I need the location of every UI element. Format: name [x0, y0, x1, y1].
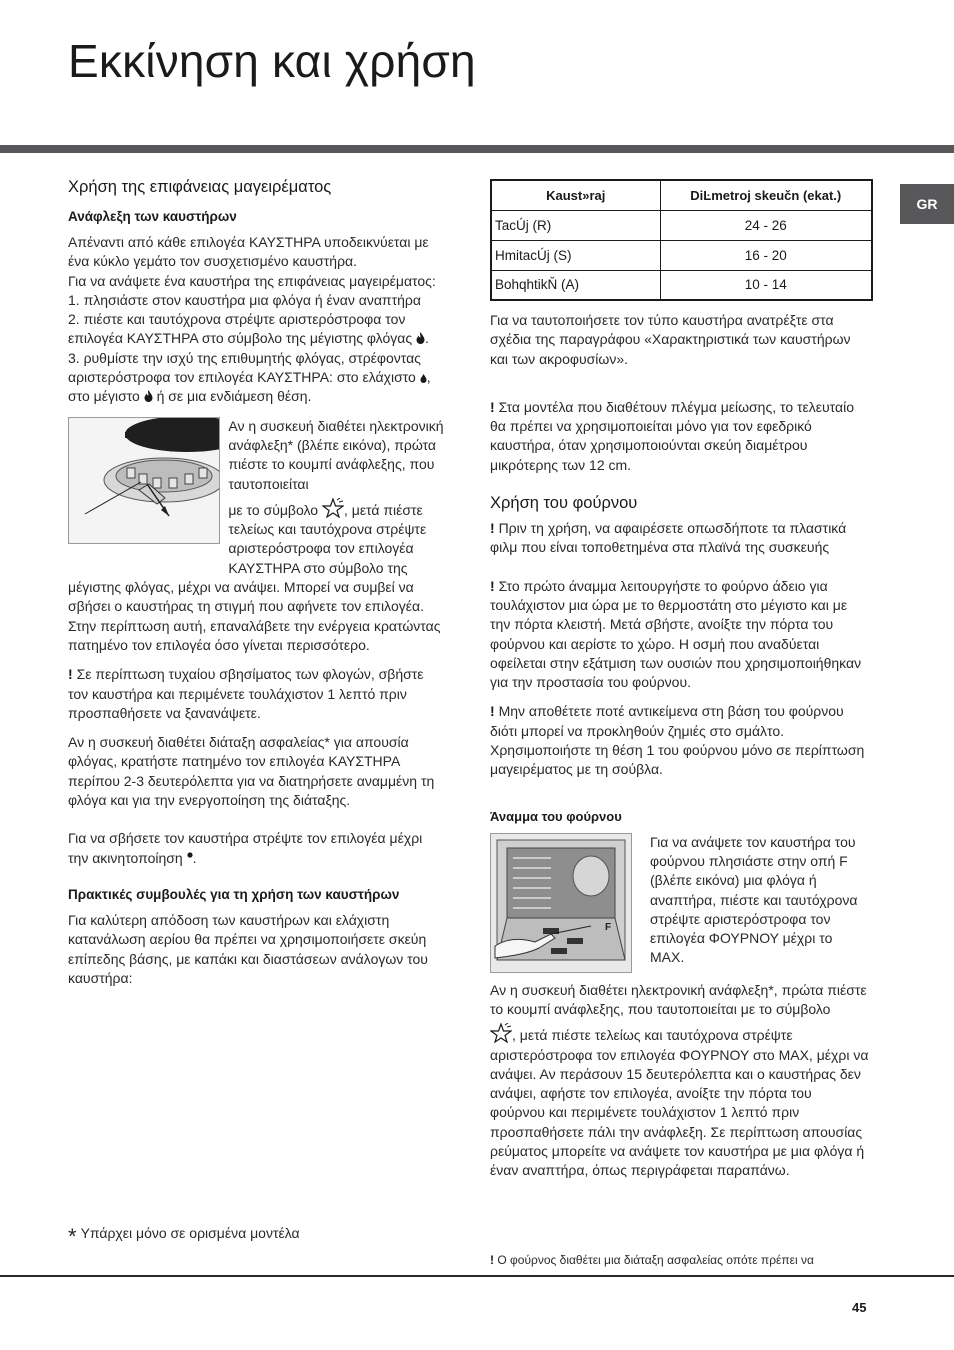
max-flame-icon: [144, 390, 153, 402]
electronic-ignition-continued: μέγιστης φλόγας, μέχρι να ανάψει. Μπορεί να συμβεί να σβήσει ο καυστήρας τη στιγμή που αφήνετε τον επιλογέα. Στην περίπτωση αυτή, επαναλάβετε την ενέργεια κρατώντας πατημένο τον επιλογέα όσο γίνεται περισσότερο.: [68, 579, 441, 653]
table-cell: 24 - 26: [660, 210, 872, 240]
table-note: Για να ταυτοποιήσετε τον τύπο καυστήρα ανατρέξτε στα σχέδια της παραγράφου «Χαρακτηριστικά των καυστήρων και των ακροφυσίων».: [490, 312, 851, 367]
hob-heading: Χρήση της επιφάνειας μαγειρέματος: [68, 178, 332, 196]
oven-lighting-block: [490, 833, 870, 973]
oven-lighting-heading: Άναμμα του φούρνου: [490, 808, 622, 824]
table-row: [491, 210, 872, 240]
table-cell: HmitacÚj (S): [491, 240, 660, 270]
ignition-star-icon: [322, 498, 344, 518]
burner-illustration: [69, 418, 220, 544]
tips-text: Για καλύτερη απόδοση των καυστήρων και ελάχιστη κατανάλωση αερίου θα πρέπει να χρησιμοποιήσετε σκεύη επίπεδης βάσης, με καπάκι και διαστάσεων ανάλογων του καυστήρα:: [68, 911, 428, 986]
oven-electronic-ignition: Αν η συσκευή διαθέτει ηλεκτρονική ανάφλεξη*, πρώτα πιέστε το κουμπί ανάφλεξης, που ταυτοποιείται με το σύμβολο: [490, 981, 867, 1017]
language-tab: GR: [900, 184, 954, 224]
left-column: [68, 178, 446, 988]
ignition-paragraph-2: Για να ανάψετε ένα καυστήρα της επιφάνειας μαγειρέματος:: [68, 272, 436, 289]
oven-figure: [490, 833, 632, 973]
page-title: Εκκίνηση και χρήση: [68, 35, 476, 87]
step-1: 1. πλησιάστε στον καυστήρα μια φλόγα ή έναν αναπτήρα: [68, 291, 421, 308]
table-cell: BohqhtikŇ (A): [491, 270, 660, 300]
min-flame-icon: [420, 374, 427, 383]
right-column: [490, 178, 870, 1181]
ignition-paragraph-1: Απέναντι από κάθε επιλογέα ΚΑΥΣΤΗΡΑ υποδεικνύεται με ένα κύκλο γεμάτο τον συσχετισμένο καυστήρα.: [68, 234, 429, 270]
oven-warning-2: ! Στο πρώτο άναμμα λειτουργήστε το φούρνο άδειο για τουλάχιστον μια ώρα με το θερμοστάτη στο μέγιστο και με την πόρτα κλειστή. Μετά σβήστε, ανοίξτε την πόρτα του φούρνου και αερίστε το χώρο. Η οσμή που αναδύεται οφείλεται στην εξάτμιση των ουσιών που χρησιμοποιήθηκαν για την προστασία του φούρνου.: [490, 577, 862, 691]
table-row: [491, 270, 872, 300]
warning-flames: ! Σε περίπτωση τυχαίου σβησίματος των φλογών, σβήστε τον καυστήρα και περιμένετε τουλάχιστον 1 λεπτό πριν προσπαθήσετε να ξανανάψετε.: [68, 666, 424, 721]
tips-heading: Πρακτικές συμβουλές για τη χρήση των καυστήρων: [68, 886, 400, 902]
oven-warning-1: ! Πριν τη χρήση, να αφαιρέσετε οπωσδήποτε τα πλαστικά φιλμ που είναι τοποθετημένα στα πλαϊνά της συσκευής: [490, 520, 847, 556]
burner-size-table: [490, 179, 873, 301]
switch-off-text: Για να σβήσετε τον καυστήρα στρέψτε τον επιλογέα μέχρι την ακινητοποίηση .: [68, 830, 423, 866]
step-3: 3. ρυθμίστε την ισχύ της επιθυμητής φλόγας, στρέφοντας αριστερόστροφα τον επιλογέα ΚΑΥΣΤΗΡΑ: στο ελάχιστο , στο μέγιστο ή σε μια ενδιάμεση θέση.: [68, 349, 431, 405]
table-header: Kaust»raj: [491, 180, 660, 210]
table-cell: 10 - 14: [660, 270, 872, 300]
oven-electronic-ignition-continued: , μετά πιέστε τελείως και ταυτόχρονα στρέψτε αριστερόστροφα τον επιλογέα ΦΟΥΡΝΟΥ στο MAX, μέχρι να ανάψει. Αν περάσουν 15 δευτερόλεπτα και ο καυστήρας δεν ανάψει, αφήστε τον επιλογέα, ανοίξτε την πόρτα του φούρνου και περιμένετε τουλάχιστον 1 λεπτό πριν προσπαθήσετε πάλι την ανάφλεξη. Σε περίπτωση απουσίας ρεύματος μπορείτε να ανάψετε τον καυστήρα με μια φλόγα ή έναν αναπτήρα, όπως περιγράφεται παραπάνω.: [490, 1023, 870, 1180]
burner-ignition-block: Αν η συσκευή διαθέτει ηλεκτρονική ανάφλεξη* (βλέπε εικόνα), πρώτα πιέστε το κουμπί ανάφλεξης, που ταυτοποιείται με το σύμβολο , μετά πιέστε τελείως και ταυτόχρονα στρέψτε αριστερόστροφα τον επιλογέα ΚΑΥΣΤΗΡΑ στο σύμβολο της: [68, 417, 446, 578]
table-cell: TacÚj (R): [491, 210, 660, 240]
step-2: 2. πιέστε και ταυτόχρονα στρέψτε αριστερόστροφα τον επιλογέα ΚΑΥΣΤΗΡΑ στο σύμβολο της μέγιστης φλόγας .: [68, 311, 429, 347]
electronic-ignition-text: Αν η συσκευή διαθέτει ηλεκτρονική ανάφλεξη* (βλέπε εικόνα), πρώτα πιέστε το κουμπί ανάφλεξης, που ταυτοποιείται: [228, 417, 444, 492]
oven-warning-3: ! Μην αποθέτετε ποτέ αντικείμενα στη βάση του φούρνου διότι μπορεί να προκληθούν ζημιές στο σμάλτο. Χρησιμοποιήστε τη θέση 1 του φούρνου μόνο σε περίπτωση μαγειρέματος με τη σούβλα.: [490, 703, 865, 778]
header-bar: [0, 145, 954, 153]
oven-heading: Χρήση του φούρνου: [490, 494, 638, 513]
footer-rule: [0, 1275, 954, 1277]
hole-f-label: F: [605, 921, 612, 933]
oven-safety-note: ! Ο φούρνος διαθέτει μια διάταξη ασφαλείας οπότε πρέπει να: [490, 1253, 814, 1267]
table-header: DiĿmetroj skeučn (ekat.): [660, 180, 872, 210]
reduce-grid-note: ! Στα μοντέλα που διαθέτουν πλέγμα μείωσης, το τελευταίο θα πρέπει να χρησιμοποιείται μόνο για τον εφεδρικό καυστήρα, όταν χρησιμοποιούνται σκεύη διαμέτρου μικρότερης των 12 cm.: [490, 398, 854, 473]
safety-device-text: Αν η συσκευή διαθέτει διάταξη ασφαλείας* για απουσία φλόγας, κρατήστε πατημένο τον επιλογέα ΚΑΥΣΤΗΡΑ περίπου 2-3 δευτερόλεπτα για να διατηρήσετε αναμμένη τη φλόγα και για την ενεργοποίηση της διάταξης.: [68, 734, 435, 809]
max-flame-icon: [416, 332, 425, 344]
page-number: 45: [852, 1300, 867, 1315]
table-cell: 16 - 20: [660, 240, 872, 270]
table-header-row: [491, 180, 872, 210]
burner-figure: [68, 417, 220, 544]
table-row: [491, 240, 872, 270]
footnote: * Υπάρχει μόνο σε ορισμένα μοντέλα: [68, 1224, 300, 1249]
oven-illustration: [491, 834, 631, 972]
ignition-heading: Ανάφλεξη των καυστήρων: [68, 209, 237, 224]
oven-lighting-text: Για να ανάψετε τον καυστήρα του φούρνου πλησιάστε στην οπή F (βλέπε εικόνα) μια φλόγα ή αναπτήρα, πιέστε και ταυτόχρονα στρέψτε αριστερόστροφα τον επιλογέα ΦΟΥΡΝΟΥ μέχρι το MAX.: [650, 833, 858, 966]
ignition-star-icon: [490, 1023, 512, 1043]
